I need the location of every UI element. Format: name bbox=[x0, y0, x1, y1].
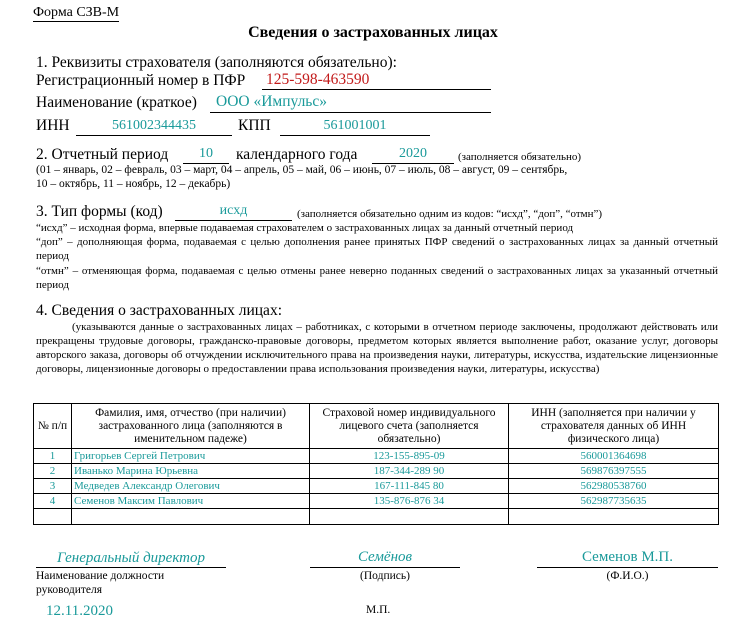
position-label-2: руководителя bbox=[36, 584, 103, 596]
col-header-fio: Фамилия, имя, отчество (при наличии) застрахованного лица (заполняются в именительном падеже) bbox=[72, 404, 310, 449]
row-fio[interactable]: Медведев Александр Олегович bbox=[72, 479, 310, 494]
period-codes-line1: (01 – январь, 02 – февраль, 03 – март, 04 – апрель, 05 – май, 06 – июнь, 07 – июль, 08 – август, 09 – сентябрь, bbox=[36, 164, 568, 176]
row-fio[interactable]: Иванько Марина Юрьевна bbox=[72, 464, 310, 479]
period-value[interactable]: 10 bbox=[199, 146, 213, 161]
row-fio[interactable]: Семенов Максим Павлович bbox=[72, 494, 310, 509]
reg-number-value[interactable]: 125-598-463590 bbox=[266, 71, 370, 88]
signature-value[interactable]: Семёнов bbox=[357, 549, 413, 565]
insured-persons-table bbox=[33, 403, 719, 525]
col-header-inn: ИНН (заполняется при наличии у страхователя данных об ИНН физического лица) bbox=[509, 404, 719, 449]
row-number: 4 bbox=[34, 494, 72, 509]
row-number: 3 bbox=[34, 479, 72, 494]
empty-cell[interactable] bbox=[34, 509, 72, 525]
year-label: календарного года bbox=[236, 146, 358, 163]
col-header-snils: Страховой номер индивидуального лицевого счета (заполняется обязательно) bbox=[310, 404, 509, 449]
empty-cell[interactable] bbox=[310, 509, 509, 525]
kpp-label: КПП bbox=[238, 117, 271, 134]
row-inn[interactable]: 562987735635 bbox=[509, 494, 719, 509]
form-type-desc-dop: “доп” – дополняющая форма, подаваемая с целью дополнения ранее принятых ПФР сведений о застрахованных лицах за данный отчетный период bbox=[36, 236, 718, 262]
row-inn[interactable]: 560001364698 bbox=[509, 449, 719, 464]
signature-label: (Подпись) bbox=[360, 570, 410, 582]
row-number: 2 bbox=[34, 464, 72, 479]
fio-line bbox=[537, 567, 718, 568]
row-inn[interactable]: 569876397555 bbox=[509, 464, 719, 479]
row-snils[interactable]: 187-344-289 90 bbox=[310, 464, 509, 479]
form-type-note: (заполняется обязательно одним из кодов: “исхд”, “доп”, “отмн”) bbox=[297, 208, 603, 220]
stamp-label: М.П. bbox=[366, 604, 391, 616]
inn-value[interactable]: 561002344435 bbox=[112, 118, 196, 133]
signature-line bbox=[310, 567, 460, 568]
section1-heading: 1. Реквизиты страхователя (заполняются обязательно): bbox=[36, 54, 397, 71]
section4-heading: 4. Сведения о застрахованных лицах: bbox=[36, 302, 282, 319]
section4-paragraph: (указываются данные о застрахованных лицах – работниках, с которыми в отчетном периоде заключены, продолжают действовать или прекращены трудовые договоры, гражданско-правовые договоры, предметом которых является выполнение работ, оказание услуг, договоры авторского заказа, договоры об отчуждении исключительного права на произведения науки, литературы, искусства, издательские лицензионные договоры, лицензионные договоры о предоставлении права использования произведения науки, литературы, искусства) bbox=[36, 321, 718, 375]
org-name-value[interactable]: ООО «Импульс» bbox=[216, 93, 328, 110]
org-name-line bbox=[210, 112, 491, 113]
position-value[interactable]: Генеральный директор bbox=[57, 550, 205, 566]
org-name-label: Наименование (краткое) bbox=[36, 94, 197, 111]
form-type-desc-isxd: “исхд” – исходная форма, впервые подаваемая страхователем о застрахованных лицах за данный отчетный период bbox=[36, 222, 574, 234]
fio-label: (Ф.И.О.) bbox=[606, 570, 649, 582]
position-line bbox=[36, 567, 226, 568]
fio-value[interactable]: Семенов М.П. bbox=[581, 549, 674, 565]
year-value[interactable]: 2020 bbox=[399, 146, 427, 161]
row-number: 1 bbox=[34, 449, 72, 464]
empty-cell[interactable] bbox=[72, 509, 310, 525]
position-label: Наименование должности bbox=[36, 570, 165, 582]
form-type-value[interactable]: исхд bbox=[219, 203, 248, 218]
row-snils[interactable]: 123-155-895-09 bbox=[310, 449, 509, 464]
page-title: Сведения о застрахованных лицах bbox=[248, 24, 498, 41]
kpp-line bbox=[280, 135, 430, 136]
row-inn[interactable]: 562980538760 bbox=[509, 479, 719, 494]
table-row bbox=[34, 449, 719, 464]
row-snils[interactable]: 167-111-845 80 bbox=[310, 479, 509, 494]
table-row bbox=[34, 479, 719, 494]
form-type-label: 3. Тип формы (код) bbox=[36, 203, 163, 220]
date-value[interactable]: 12.11.2020 bbox=[46, 603, 113, 619]
period-codes-line2: 10 – октябрь, 11 – ноябрь, 12 – декабрь) bbox=[36, 178, 231, 190]
table-header-row bbox=[34, 404, 719, 449]
period-note: (заполняется обязательно) bbox=[458, 151, 582, 163]
form-code: Форма СЗВ-М bbox=[33, 5, 120, 20]
period-label: 2. Отчетный период bbox=[36, 146, 169, 163]
reg-number-label: Регистрационный номер в ПФР bbox=[36, 72, 246, 89]
row-snils[interactable]: 135-876-876 34 bbox=[310, 494, 509, 509]
table-row bbox=[34, 464, 719, 479]
form-type-desc-otmn: “отмн” – отменяющая форма, подаваемая с целью отмены ранее неверно поданных сведений о застрахованных лицах за указанный отчетный период bbox=[36, 265, 718, 291]
inn-line bbox=[76, 135, 232, 136]
empty-cell[interactable] bbox=[509, 509, 719, 525]
table-row bbox=[34, 494, 719, 509]
table-row-empty bbox=[34, 509, 719, 525]
inn-label: ИНН bbox=[36, 117, 70, 134]
col-header-number: № п/п bbox=[34, 404, 72, 449]
row-fio[interactable]: Григорьев Сергей Петрович bbox=[72, 449, 310, 464]
reg-number-line bbox=[262, 89, 491, 90]
kpp-value[interactable]: 561001001 bbox=[323, 118, 387, 133]
